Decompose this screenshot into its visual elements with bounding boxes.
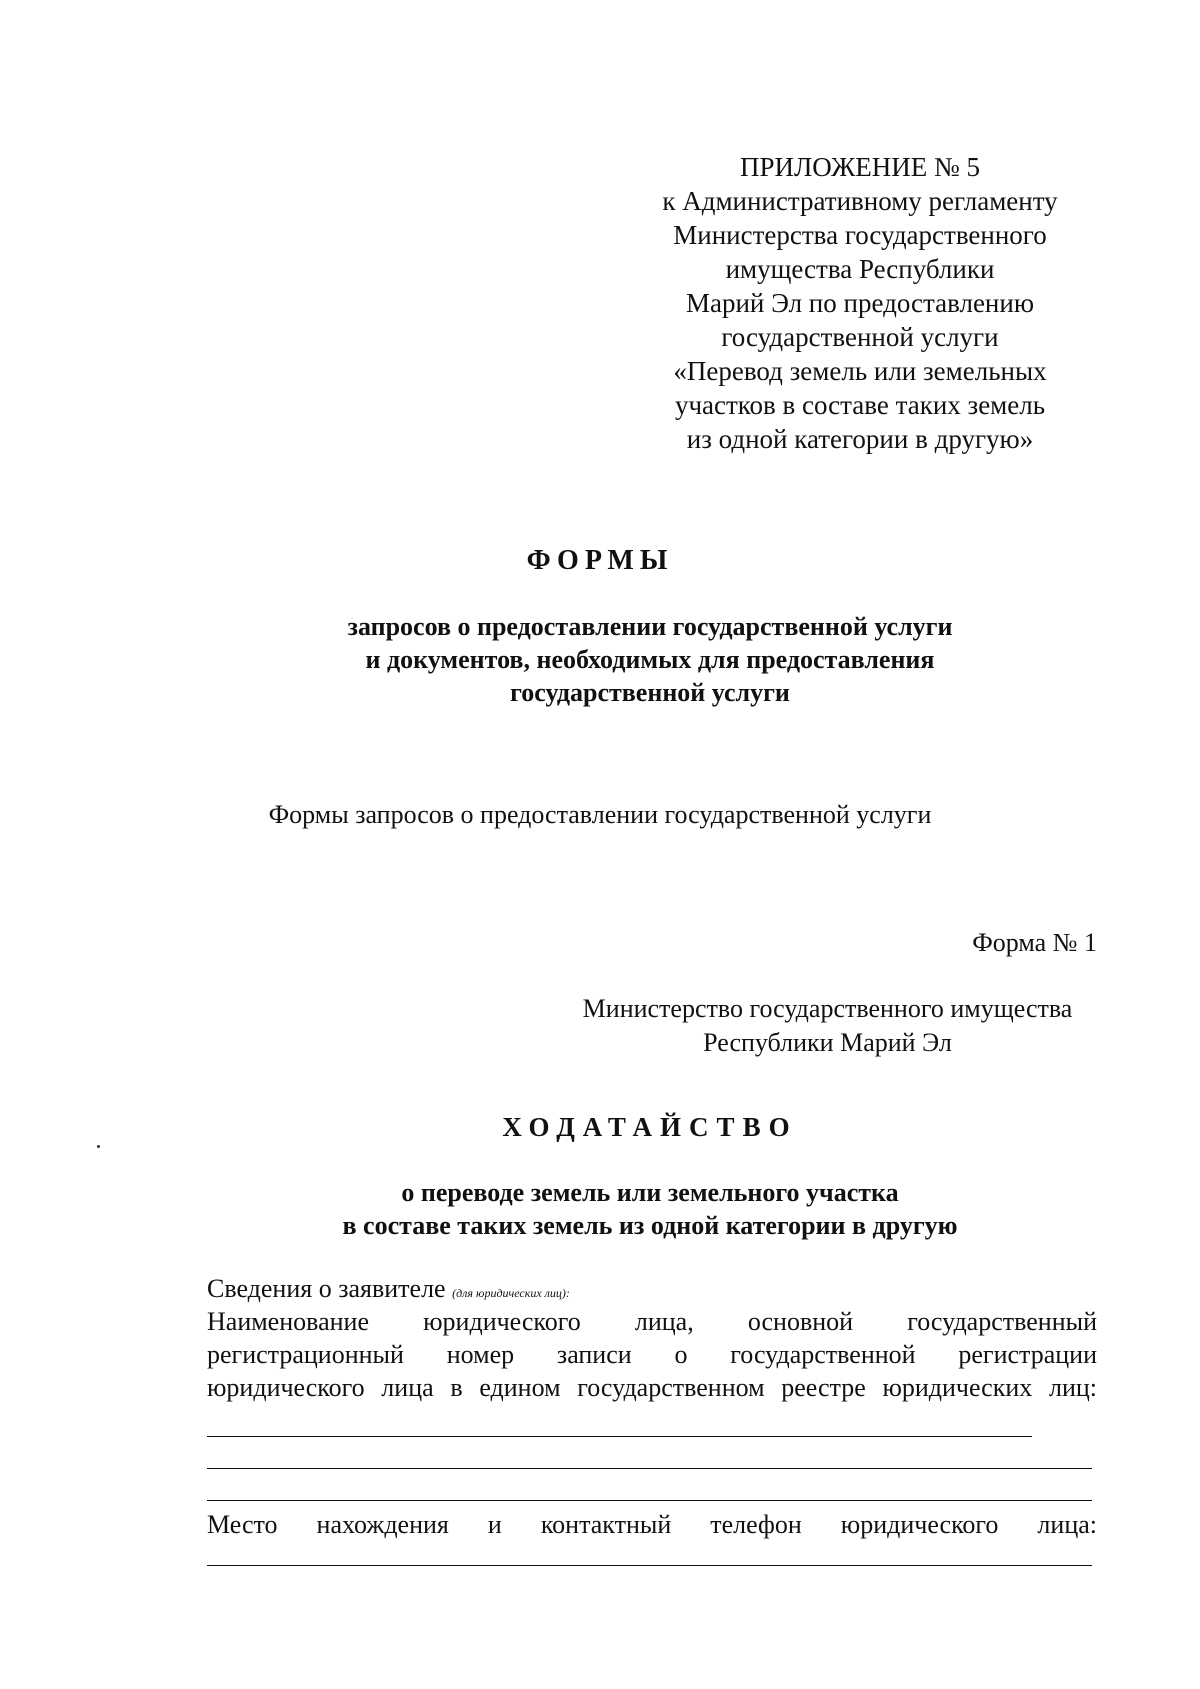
form-number: Форма № 1 <box>972 928 1097 957</box>
legal-entity-line: Наименование юридического лица, основной государственный <box>207 1307 1097 1336</box>
forms-subtitle <box>300 610 1000 709</box>
legal-entity-fill-line[interactable] <box>207 1436 1032 1437</box>
appendix-line: к Административному регламенту <box>662 186 1058 216</box>
applicant-note: (для юридических лиц): <box>452 1286 570 1300</box>
appendix-line: Министерства государственного <box>673 220 1047 250</box>
appendix-line: имущества Республики <box>725 254 995 284</box>
appendix-line: государственной услуги <box>721 322 999 352</box>
appendix-line: из одной категории в другую» <box>686 424 1034 454</box>
legal-entity-fill-line[interactable] <box>207 1500 1092 1501</box>
location-phone-text: Место нахождения и контактный телефон юридического лица: <box>207 1510 1097 1539</box>
legal-entity-name-label <box>207 1305 1097 1404</box>
appendix-line: «Перевод земель или земельных <box>673 356 1047 386</box>
recipient-line: Министерство государственного имущества <box>582 994 1073 1023</box>
legal-entity-fill-line[interactable] <box>207 1468 1092 1469</box>
legal-entity-line: регистрационный номер записи о государственной регистрации <box>207 1340 1097 1369</box>
petition-subtitle-line: о переводе земель или земельного участка <box>401 1178 899 1207</box>
section-heading: Формы запросов о предоставлении государственной услуги <box>268 800 932 829</box>
forms-title: ФОРМЫ <box>526 545 674 576</box>
recipient-line: Республики Марий Эл <box>703 1028 952 1057</box>
appendix-line: ПРИЛОЖЕНИЕ № 5 <box>739 152 981 182</box>
scan-speck <box>97 1145 100 1148</box>
appendix-header <box>640 150 1080 456</box>
appendix-line: Марий Эл по предоставлению <box>685 288 1035 318</box>
appendix-line: участков в составе таких земель <box>674 390 1046 420</box>
petition-subtitle-line: в составе таких земель из одной категории в другую <box>342 1211 958 1240</box>
forms-subtitle-line: запросов о предоставлении государственной услуги <box>347 612 953 641</box>
petition-subtitle <box>250 1176 1050 1242</box>
forms-subtitle-line: государственной услуги <box>510 678 790 707</box>
location-phone-label <box>207 1508 1097 1541</box>
location-phone-fill-line[interactable] <box>207 1565 1092 1566</box>
forms-subtitle-line: и документов, необходимых для предоставления <box>365 645 935 674</box>
recipient-block <box>555 992 1100 1060</box>
petition-title: ХОДАТАЙСТВО <box>502 1112 798 1142</box>
legal-entity-line: юридического лица в едином государственном реестре юридических лиц: <box>207 1373 1097 1402</box>
applicant-label: Сведения о заявителе <box>207 1274 446 1303</box>
